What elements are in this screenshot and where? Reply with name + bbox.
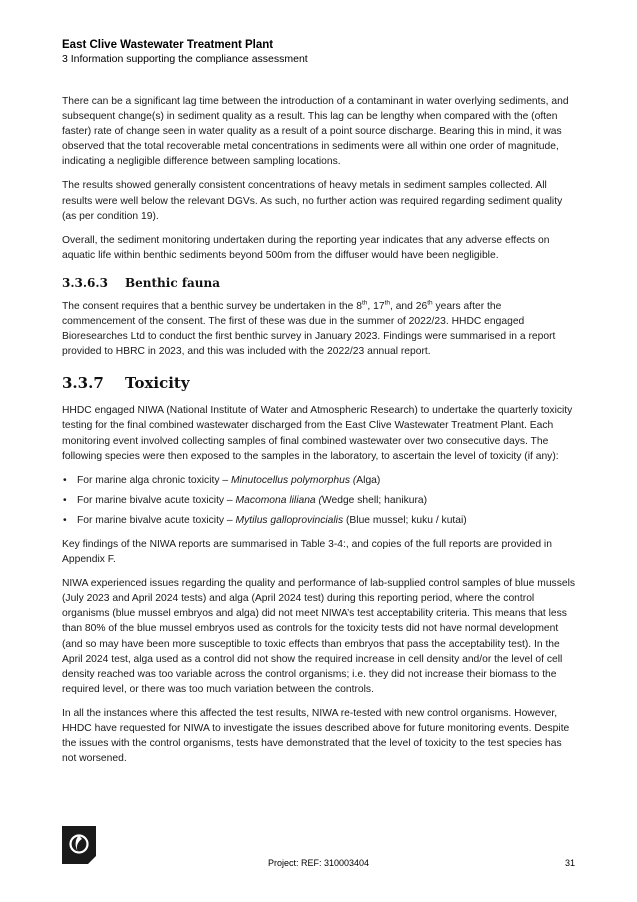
page-header xyxy=(62,38,582,66)
species-name: Minutocellus polymorphus ( xyxy=(230,474,357,486)
paragraph-benthic-survey xyxy=(62,299,577,359)
superscript: th xyxy=(427,299,433,307)
text-run: Alga) xyxy=(356,474,381,486)
text-run: For marine bivalve acute toxicity – xyxy=(77,514,236,526)
text-run: years after the commencement of the consent. The first of these was due in the summer of 2022/23. HHDC engaged Bioresearches Ltd to conduct the first benthic survey in January 2023. Findings were summarised in a report provided to HBRC in 2023, and this was included with the 2022/23 annual report. xyxy=(62,300,556,358)
paragraph-retest: In all the instances where this affected the test results, NIWA re-tested with new control organisms. However, HHDC have requested for NIWA to investigate the issues described above for future monitoring events. Despite the issues with the control organisms, tests have demonstrated that the level of toxicity to the test species has not worsened. xyxy=(62,707,570,765)
header-subtitle: 3 Information supporting the compliance assessment xyxy=(62,53,308,65)
paragraph-overall: Overall, the sediment monitoring undertaken during the reporting year indicates that any adverse effects on aquatic life within benthic sediments beyond 500m from the diffuser would have been negligible. xyxy=(62,234,550,261)
page-footer xyxy=(62,826,577,870)
species-name: Mytilus galloprovincialis xyxy=(235,514,344,526)
text-run: , 17 xyxy=(367,300,385,312)
list-item xyxy=(62,473,577,488)
heading-toxicity xyxy=(62,373,577,393)
heading-number: 3.3.6.3 xyxy=(62,275,108,290)
page-content xyxy=(62,94,577,775)
text-run: (Blue mussel; kuku / kutai) xyxy=(343,514,467,526)
text-run: For marine bivalve acute toxicity – xyxy=(77,494,236,506)
page-number: 31 xyxy=(564,858,575,868)
paragraph-results: The results showed generally consistent concentrations of heavy metals in sediment samples collected. All results were well below the relevant DGVs. As such, no further action was required regarding sediment quality (as per condition 19). xyxy=(62,180,563,222)
list-item xyxy=(62,493,577,508)
text-run: , and 26 xyxy=(389,300,428,312)
species-list xyxy=(62,473,577,528)
header-title: East Clive Wastewater Treatment Plant xyxy=(62,39,274,51)
superscript: th xyxy=(361,299,368,307)
company-logo-icon xyxy=(62,826,96,864)
paragraph-niwa-issues: NIWA experienced issues regarding the quality and performance of lab-supplied control samples of blue mussels (July 2023 and April 2024 tests) and alga (April 2024 test) during this reporting period, where the control organisms (blue mussel embryos and alga) did not meet NIWA’s test acceptability criteria. This means that less than 80% of the blue mussel embryos used as controls for the toxicity tests did not have normal development (and so may have been more susceptible to toxic effects than embryos that pass the acceptability test). In the April 2024 test, alga used as a control did not show the required increase in cell density and/or the level of cell density reached was too variable across the control organisms; i.e. they did not increase their biomass to the required level, or there was too much variation between the controls. xyxy=(62,578,576,695)
paragraph-toxicity-intro: HHDC engaged NIWA (National Institute of Water and Atmospheric Research) to undertake the quarterly toxicity testing for the final combined wastewater discharged from the East Clive Wastewater Treatment Plant. Each monitoring event involved collecting samples of final combined wastewater over two consecutive days. The following species were then exposed to the samples in the laboratory, to ascertain the level of toxicity (if any): xyxy=(62,405,573,462)
heading-text: Toxicity xyxy=(125,374,190,393)
text-run: The consent requires that a benthic survey be undertaken in the 8 xyxy=(62,300,362,312)
paragraph-key-findings: Key findings of the NIWA reports are summarised in Table 3-4:, and copies of the full reports are provided in Appendix F. xyxy=(62,538,552,566)
superscript: th xyxy=(384,299,390,307)
heading-number: 3.3.7 xyxy=(62,374,104,393)
heading-text: Benthic fauna xyxy=(125,275,220,290)
footer-project-ref: Project: REF: 310003404 xyxy=(268,858,370,868)
heading-benthic-fauna xyxy=(62,275,577,291)
paragraph-lag-time: There can be a significant lag time between the introduction of a contaminant in water overlying sediments, and subsequent change(s) in sediment quality as a result. This lag can be lengthy when compared with the (often faster) rate of change seen in water quality as a result of a point source discharge. Bearing this in mind, it was observed that the total recoverable metal concentrations in sediments were all within one order of magnitude, indicating a negligible difference between sampling locations. xyxy=(62,96,569,168)
species-name: Macomona liliana ( xyxy=(235,494,322,506)
text-run: For marine alga chronic toxicity – xyxy=(77,474,231,486)
text-run: Wedge shell; hanikura) xyxy=(321,494,428,506)
list-item xyxy=(62,513,577,528)
